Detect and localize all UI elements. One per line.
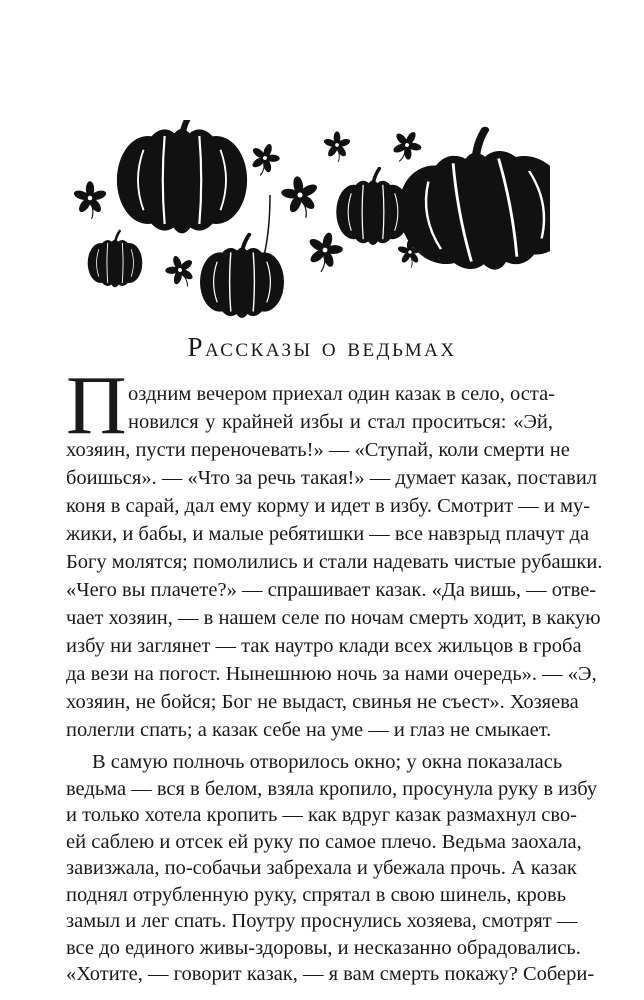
text-line: В самую полночь отворилось окно; у окна показалась — [92, 751, 563, 773]
pumpkin-icon — [117, 120, 247, 233]
flower-icon — [73, 181, 108, 219]
text-line: хозяин, пусти переночевать!» — «Ступай, коли смерти не — [66, 439, 570, 461]
drop-cap: П — [66, 359, 127, 452]
text-line: завизжала, по-собачьи забрехала и убежала прочь. А казак — [66, 857, 577, 879]
text-line: ей саблею и отсек ей руку по самое плечо. Ведьма заохала, — [66, 830, 582, 853]
flower-icon — [323, 131, 351, 162]
text-line: боишься». — «Что за речь такая!» — думает казак, поставил — [66, 467, 598, 489]
text-line: да вези на погост. Нынешнюю ночь за нами очередь». — «Э, — [66, 663, 597, 685]
chapter-title: Рассказы о ведьмах — [187, 332, 457, 362]
flower-icon — [161, 251, 201, 292]
text-line: все до единого живы-здоровы, и несказанно обрадовались. — [66, 936, 581, 959]
pumpkin-flower-ornament — [70, 120, 550, 340]
flower-icon — [302, 228, 348, 276]
flower-icon — [278, 173, 324, 221]
text-line: чает хозяин, — в нашем селе по ночам смерть ходит, в какую — [66, 607, 601, 629]
text-line: поднял отрубленную руку, спрятал в свою шинель, кровь — [66, 883, 567, 906]
text-line: избу ни заглянет — так наутро клади всех жильцов в гроба — [66, 635, 582, 657]
pumpkin-icon — [200, 235, 284, 318]
text-line: Богу молятся; помолились и стали надевать чистые рубашки. — [66, 551, 603, 573]
text-line: хозяин, не бойся; Бог не выдаст, свинья не съест». Хозяева — [66, 691, 579, 713]
text-line: новился у крайней избы и стал проситься: «Эй, — [128, 411, 553, 433]
text-line: ведьма — вся в белом, взяла кропило, просунула руку в избу — [66, 777, 598, 800]
text-line: жики, и бабы, и малые ребятишки — все навзрыд плачут да — [66, 523, 590, 545]
text-line: оздним вечером приехал один казак в село, оста- — [128, 383, 556, 405]
text-line: замыл и лег спать. Поутру проснулись хозяева, смотрят — — [66, 910, 578, 932]
text-line: полегли спать; а казак себе на уме — и глаз не смыкает. — [66, 719, 552, 741]
text-line: коня в сарай, дал ему корму и идет в избу. Смотрит — и му- — [66, 495, 591, 517]
text-line: «Хотите, — говорит казак, — я вам смерть покажу? Собери- — [66, 963, 595, 985]
text-line: «Чего вы плачете?» — спрашивает казак. «Да вишь, — отве- — [66, 579, 597, 601]
flower-icon — [385, 125, 428, 169]
pumpkin-icon — [88, 231, 143, 287]
pumpkin-icon — [336, 168, 410, 245]
flower-icon — [245, 139, 285, 180]
text-line: и только хотела кропить — как вдруг казак размахнул сво- — [66, 804, 578, 826]
